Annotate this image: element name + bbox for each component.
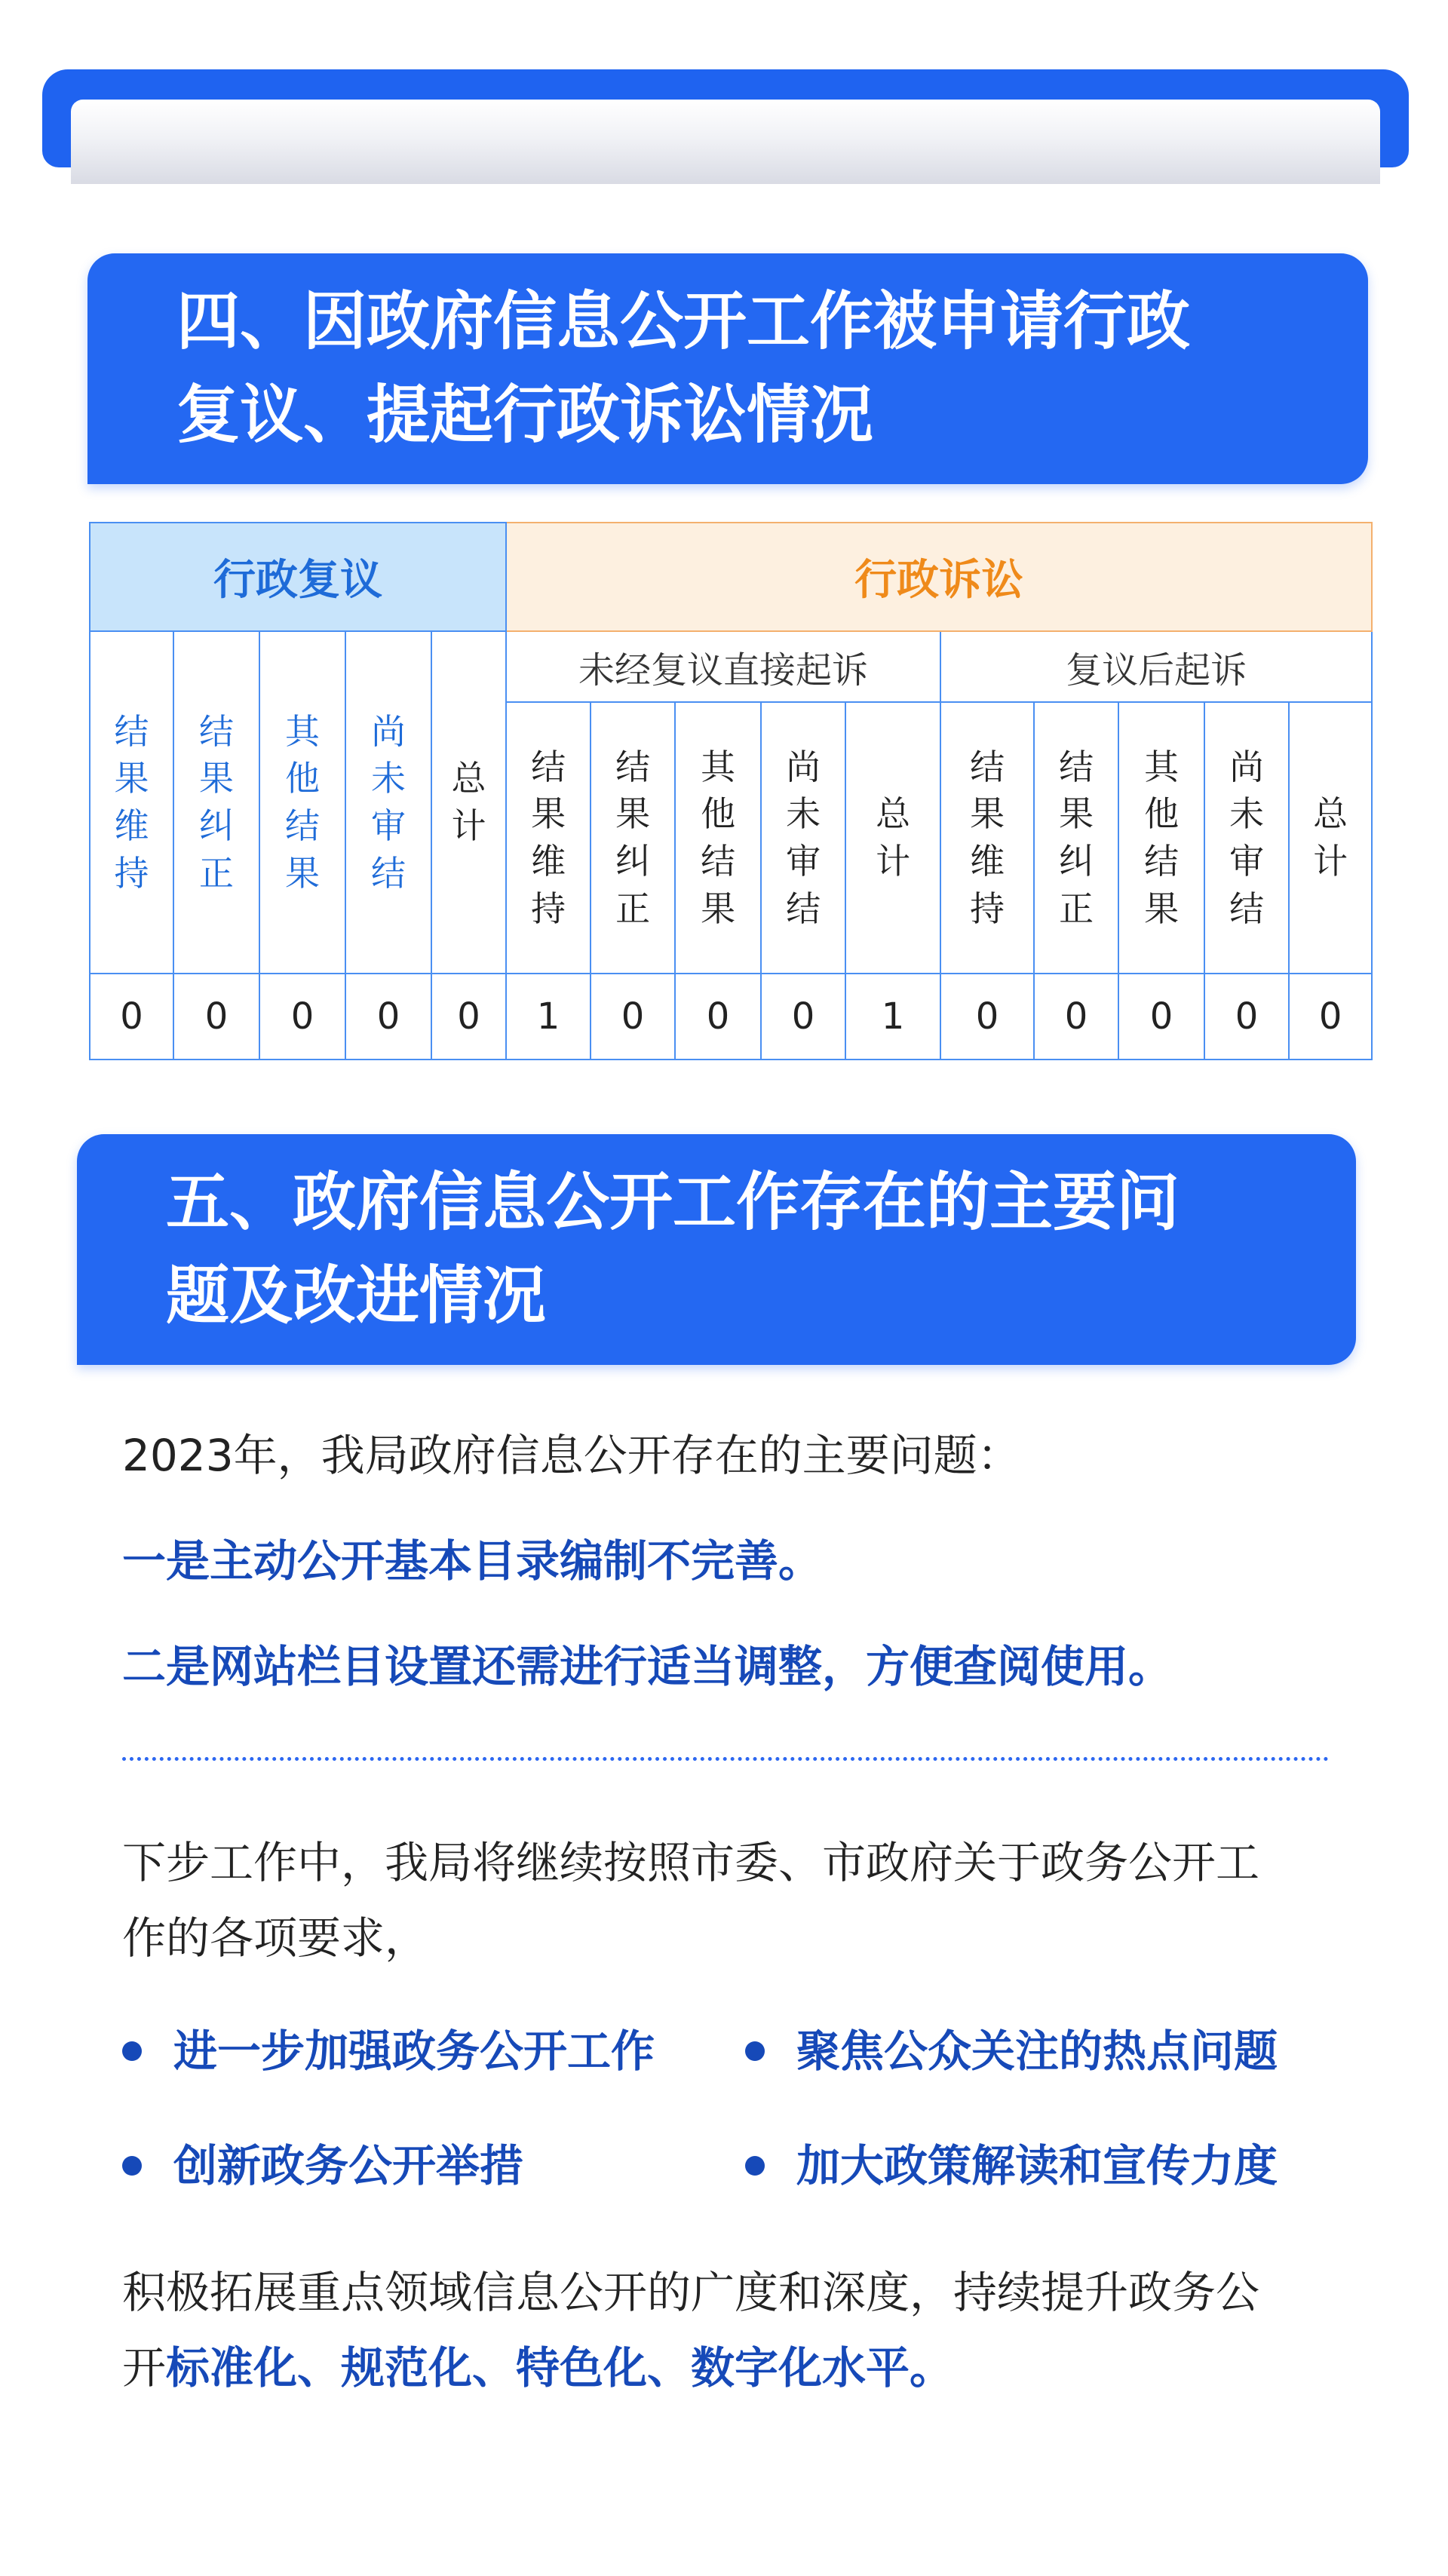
bullet-item-2: 聚焦公众关注的热点问题 xyxy=(745,2021,1278,2081)
value-cell: 0 xyxy=(1034,974,1118,1060)
value-cell: 0 xyxy=(1118,974,1204,1060)
value-cell: 0 xyxy=(761,974,845,1060)
value-cell: 0 xyxy=(591,974,675,1060)
bullet-item-1: 进一步加强政务公开工作 xyxy=(122,2021,655,2081)
value-cell: 0 xyxy=(940,974,1034,1060)
col-fuyi-corrected: 结果纠正 xyxy=(173,631,259,974)
col-direct-other: 其他结果 xyxy=(675,702,761,974)
col-direct-pending: 尚未审结 xyxy=(761,702,845,974)
next-steps-line2: 作的各项要求， xyxy=(122,1912,429,1964)
header-administrative-review: 行政复议 xyxy=(90,523,506,631)
col-after-other: 其他结果 xyxy=(1118,702,1204,974)
bullet-dot-icon xyxy=(122,2041,142,2061)
col-fuyi-maintained: 结果维持 xyxy=(90,631,173,974)
value-cell: 0 xyxy=(1289,974,1372,1060)
section4-title-line2: 复议、提起行政诉讼情况 xyxy=(176,378,874,452)
value-cell: 0 xyxy=(90,974,173,1060)
section5-title-line1: 五、政府信息公开工作存在的主要问 xyxy=(166,1165,1180,1239)
group-after-review-suit: 复议后起诉 xyxy=(940,631,1372,702)
bullet-dot-icon xyxy=(745,2041,765,2061)
col-after-corrected: 结果纠正 xyxy=(1034,702,1118,974)
dotted-divider xyxy=(122,1757,1329,1761)
problem-2: 二是网站栏目设置还需进行适当调整，方便查阅使用。 xyxy=(122,1641,1173,1692)
litigation-table xyxy=(89,522,1373,1060)
col-direct-total: 总计 xyxy=(845,702,940,974)
value-cell: 0 xyxy=(675,974,761,1060)
value-cell: 0 xyxy=(345,974,431,1060)
col-after-pending: 尚未审结 xyxy=(1204,702,1289,974)
intro-text: 2023年，我局政府信息公开存在的主要问题： xyxy=(122,1430,1021,1481)
section5-header xyxy=(77,1134,1356,1365)
section4-title-line1: 四、因政府信息公开工作被申请行政 xyxy=(176,284,1191,358)
value-cell: 1 xyxy=(506,974,591,1060)
value-cell: 0 xyxy=(431,974,506,1060)
table-row-values xyxy=(90,974,1372,1060)
value-cell: 1 xyxy=(845,974,940,1060)
col-direct-maintained: 结果维持 xyxy=(506,702,591,974)
header-administrative-litigation: 行政诉讼 xyxy=(506,523,1372,631)
value-cell: 0 xyxy=(1204,974,1289,1060)
col-fuyi-pending: 尚未审结 xyxy=(345,631,431,974)
final-line2: 开标准化、规范化、特色化、数字化水平。 xyxy=(122,2342,954,2394)
group-direct-suit: 未经复议直接起诉 xyxy=(506,631,940,702)
bullet-item-3: 创新政务公开举措 xyxy=(122,2136,523,2196)
section5-title-line2: 题及改进情况 xyxy=(166,1259,547,1332)
value-cell: 0 xyxy=(259,974,345,1060)
final-line1: 积极拓展重点领域信息公开的广度和深度，持续提升政务公 xyxy=(122,2267,1260,2318)
top-banner-panel xyxy=(71,100,1380,184)
col-after-total: 总计 xyxy=(1289,702,1372,974)
bullet-dot-icon xyxy=(745,2156,765,2176)
section4-header xyxy=(87,253,1368,484)
problem-1: 一是主动公开基本目录编制不完善。 xyxy=(122,1535,823,1587)
value-cell: 0 xyxy=(173,974,259,1060)
col-fuyi-total: 总计 xyxy=(431,631,506,974)
col-after-maintained: 结果维持 xyxy=(940,702,1034,974)
col-fuyi-other: 其他结果 xyxy=(259,631,345,974)
bullet-item-4: 加大政策解读和宣传力度 xyxy=(745,2136,1278,2196)
bullet-dot-icon xyxy=(122,2156,142,2176)
col-direct-corrected: 结果纠正 xyxy=(591,702,675,974)
next-steps-line1: 下步工作中，我局将继续按照市委、市政府关于政务公开工 xyxy=(122,1837,1260,1888)
